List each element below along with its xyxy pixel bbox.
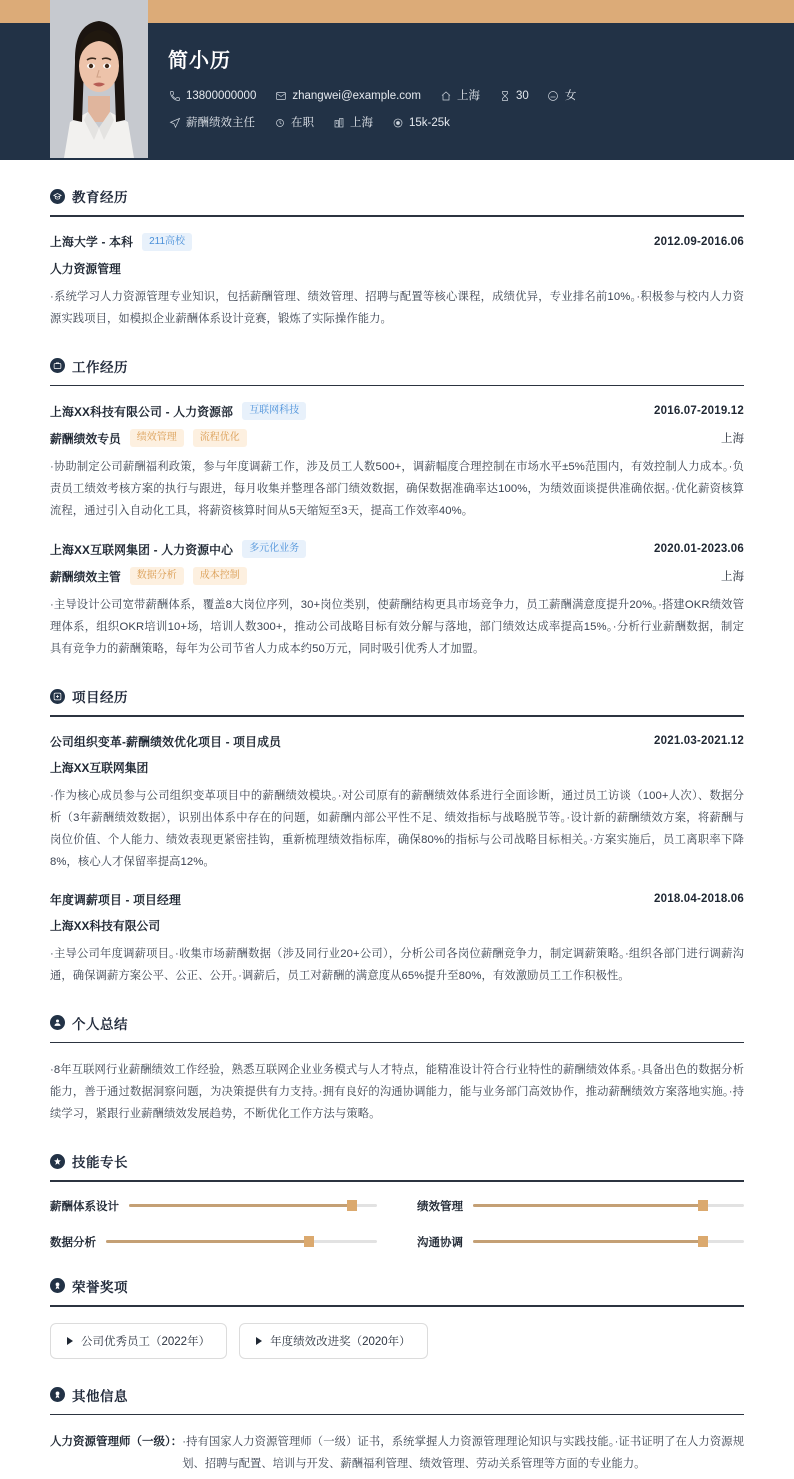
summary-text: ·8年互联网行业薪酬绩效工作经验，熟悉互联网企业业务模式与人才特点，能精准设计符合行业特性的薪酬绩效体系。·具备出色的数据分析能力，善于通过数据洞察问题，为决策提供有力支持。·拥有良好的沟通协调能力，能与业务部门高效协作，推动薪酬绩效方案落地实施。·持续学习，紧跟行业薪酬绩效发展趋势，不断优化工作方法与策略。 [50, 1064, 744, 1121]
skill-progress-track [473, 1240, 744, 1243]
section-summary-title: 个人总结 [72, 1016, 128, 1032]
skill-progress-track [129, 1204, 377, 1207]
section-summary [50, 1013, 744, 1126]
section-skills-header [50, 1151, 744, 1180]
section-skills [50, 1151, 744, 1250]
work-entry-header [50, 402, 744, 420]
send-icon [168, 117, 181, 130]
work-skill-tag: 流程优化 [193, 429, 247, 447]
work-role: 薪酬绩效主管 [50, 569, 121, 584]
skill-item [417, 1234, 744, 1250]
education-entry [50, 233, 744, 330]
desired-city [332, 113, 373, 133]
work-skill-tag: 绩效管理 [130, 429, 184, 447]
work-entry-header [50, 540, 744, 558]
education-school: 上海大学 - 本科 [50, 235, 134, 250]
section-other [50, 1385, 744, 1476]
status-icon [273, 117, 286, 130]
project-company: 上海XX科技有限公司 [50, 918, 161, 933]
skill-item [50, 1198, 377, 1214]
desired-position [168, 113, 255, 133]
contact-age-value: 30 [516, 90, 529, 102]
contact-gender-value: 女 [564, 90, 577, 102]
certificate-description: ·持有国家人力资源管理师（一级）证书，系统掌握人力资源管理理论知识与实践技能。·证书证明了在人力资源规划、招聘与配置、培训与开发、薪酬福利管理、绩效管理、劳动关系管理等方面的专业能力。 [182, 1436, 744, 1471]
work-industry-tag: 多元化业务 [242, 540, 306, 558]
education-date: 2012.09-2016.06 [654, 235, 744, 248]
avatar [50, 0, 148, 158]
section-summary-header [50, 1013, 744, 1042]
work-role: 薪酬绩效专员 [50, 431, 121, 446]
honor-label: 公司优秀员工（2022年） [81, 1335, 211, 1348]
contact-row-secondary [168, 113, 794, 133]
phone-icon [168, 90, 181, 103]
honor-item[interactable] [239, 1323, 428, 1359]
education-major: 人力资源管理 [50, 261, 121, 276]
skill-progress-track [106, 1240, 377, 1243]
section-work [50, 356, 744, 661]
section-honors [50, 1276, 744, 1359]
work-date: 2020.01-2023.06 [654, 543, 744, 556]
section-honors-title: 荣誉奖项 [72, 1279, 128, 1295]
project-description: ·作为核心成员参与公司组织变革项目中的薪酬绩效模块。·对公司原有的薪酬绩效体系进行全面诊断，通过员工访谈（100+人次）、数据分析（3年薪酬绩效数据），识别出体系中存在的问题，如薪酬内部公平性不足、绩效指标与战略脱节等。·设计新的薪酬绩效方案，将薪酬与岗位价值、个人能力、绩效表现更紧密挂钩，重新梳理绩效指标库，确保80%的指标与公司战略目标相关。·方案实施后，员工离职率下降8%，核心人才保留率提高12%。 [50, 789, 744, 868]
desired-position-value: 薪酬绩效主任 [186, 117, 255, 129]
contact-email [274, 86, 421, 106]
project-date: 2021.03-2021.12 [654, 735, 744, 748]
contact-phone-value: 13800000000 [186, 90, 257, 102]
project-description: ·主导公司年度调薪项目。·收集市场薪酬数据（涉及同行业20+公司），分析公司各岗位薪酬竞争力，制定调薪策略。·组织各部门进行调薪沟通，确保调薪方案公平、公正、公开。·调薪后，员工对薪酬的满意度从65%提升至80%，有效激励员工工作积极性。 [50, 947, 744, 982]
education-entry-header [50, 233, 744, 251]
job-status [273, 113, 314, 133]
salary-expectation-value: 15k-25k [409, 117, 450, 129]
skill-badge-icon [50, 1154, 65, 1169]
contact-row-primary [168, 86, 794, 106]
skill-progress-knob [304, 1236, 314, 1247]
desired-city-value: 上海 [350, 117, 373, 129]
section-divider [50, 1042, 744, 1044]
work-role-row [50, 429, 744, 447]
page-title: 简小历 [168, 50, 231, 72]
skill-item [417, 1198, 744, 1214]
project-date: 2018.04-2018.06 [654, 893, 744, 906]
skill-progress-track [473, 1204, 744, 1207]
age-icon [498, 90, 511, 103]
honor-item[interactable] [50, 1323, 227, 1359]
section-divider [50, 1305, 744, 1307]
skill-item [50, 1234, 377, 1250]
gender-icon [547, 90, 560, 103]
skill-label: 数据分析 [50, 1236, 96, 1249]
skill-progress-fill [106, 1240, 309, 1243]
honors-list [50, 1323, 744, 1359]
contact-gender [547, 86, 577, 106]
work-company: 上海XX互联网集团 - 人力资源中心 [50, 542, 234, 557]
contact-email-value: zhangwei@example.com [292, 90, 422, 102]
work-industry-tag: 互联网科技 [242, 402, 306, 420]
project-name: 公司组织变革-薪酬绩效优化项目 - 项目成员 [50, 734, 282, 749]
skill-label: 绩效管理 [417, 1200, 463, 1213]
section-skills-title: 技能专长 [72, 1155, 128, 1171]
section-education-title: 教育经历 [72, 190, 128, 205]
work-company: 上海XX科技有限公司 - 人力资源部 [50, 404, 234, 419]
section-education-header [50, 186, 744, 215]
resume-header [0, 23, 794, 160]
skill-progress-fill [129, 1204, 352, 1207]
education-tag: 211高校 [142, 233, 192, 251]
award-icon [50, 1278, 65, 1293]
graduation-cap-icon [50, 189, 65, 204]
project-entry-header [50, 733, 744, 750]
resume-body [0, 186, 794, 1475]
section-education [50, 186, 744, 330]
certificate-label: 人力资源管理师（一级）： [50, 1436, 183, 1449]
section-work-title: 工作经历 [72, 359, 128, 375]
city-icon [332, 117, 345, 130]
salary-expectation [391, 113, 450, 133]
briefcase-icon [50, 358, 65, 373]
skill-label: 沟通协调 [417, 1236, 463, 1249]
section-divider [50, 715, 744, 717]
work-location: 上海 [721, 433, 744, 446]
contact-age [498, 86, 529, 106]
work-skill-tag: 成本控制 [193, 567, 247, 585]
work-description: ·主导设计公司宽带薪酬体系，覆盖8大岗位序列，30+岗位类别，使薪酬结构更具市场竞争力，员工薪酬满意度提升20%。·搭建OKR绩效管理体系，组织OKR培训10+场，培训人数300+，推动公司战略目标有效分解与落地，部门绩效达成率提高15%。·分析行业薪酬数据，制定具有竞争力的薪酬策略，每年为公司节省人力成本约50万元，同时吸引优秀人才加盟。 [50, 599, 744, 656]
project-entry-header [50, 891, 744, 908]
section-other-header [50, 1385, 744, 1414]
section-project-title: 项目经历 [72, 690, 128, 706]
section-divider [50, 1414, 744, 1416]
job-status-value: 在职 [291, 117, 314, 129]
salary-icon [391, 117, 404, 130]
work-role-row [50, 567, 744, 585]
work-skill-tag: 数据分析 [130, 567, 184, 585]
section-project [50, 686, 744, 987]
skill-progress-fill [473, 1204, 703, 1207]
skill-label: 薪酬体系设计 [50, 1200, 119, 1213]
section-other-title: 其他信息 [72, 1388, 128, 1404]
project-plus-icon [50, 689, 65, 704]
skill-progress-knob [698, 1236, 708, 1247]
play-triangle-icon [256, 1337, 262, 1345]
project-company: 上海XX互联网集团 [50, 760, 149, 775]
home-icon [439, 90, 452, 103]
section-honors-header [50, 1276, 744, 1305]
work-date: 2016.07-2019.12 [654, 405, 744, 418]
skill-progress-knob [347, 1200, 357, 1211]
section-divider [50, 385, 744, 387]
work-entry [50, 402, 744, 522]
play-triangle-icon [67, 1337, 73, 1345]
section-work-header [50, 356, 744, 385]
section-project-header [50, 686, 744, 715]
user-icon [50, 1015, 65, 1030]
project-entry [50, 891, 744, 987]
section-divider [50, 1180, 744, 1182]
award-icon [50, 1387, 65, 1402]
education-description: ·系统学习人力资源管理专业知识，包括薪酬管理、绩效管理、招聘与配置等核心课程，成绩优异，专业排名前10%。·积极参与校内人力资源实践项目，如模拟企业薪酬体系设计竞赛，锻炼了实际操作能力。 [50, 290, 744, 325]
skills-grid [50, 1198, 744, 1250]
skill-progress-knob [698, 1200, 708, 1211]
work-location: 上海 [721, 571, 744, 584]
project-entry [50, 733, 744, 873]
skill-progress-fill [473, 1240, 703, 1243]
work-entry [50, 540, 744, 660]
section-divider [50, 215, 744, 217]
work-description: ·协助制定公司薪酬福利政策，参与年度调薪工作，涉及员工人数500+，调薪幅度合理控制在市场水平±5%范围内，有效控制人力成本。·负责员工绩效考核方案的执行与跟进，每月收集并整理各部门绩效数据，确保数据准确率达100%，为绩效面谈提供准确依据。·优化薪资核算流程，通过引入自动化工具，将薪资核算时间从5天缩短至3天，提高工作效率40%。 [50, 461, 744, 518]
mail-icon [274, 90, 287, 103]
project-name: 年度调薪项目 - 项目经理 [50, 892, 182, 907]
contact-phone [168, 86, 256, 106]
honor-label: 年度绩效改进奖（2020年） [270, 1335, 411, 1348]
contact-home [439, 86, 480, 106]
contact-home-value: 上海 [457, 90, 481, 102]
other-info-row [50, 1431, 744, 1475]
